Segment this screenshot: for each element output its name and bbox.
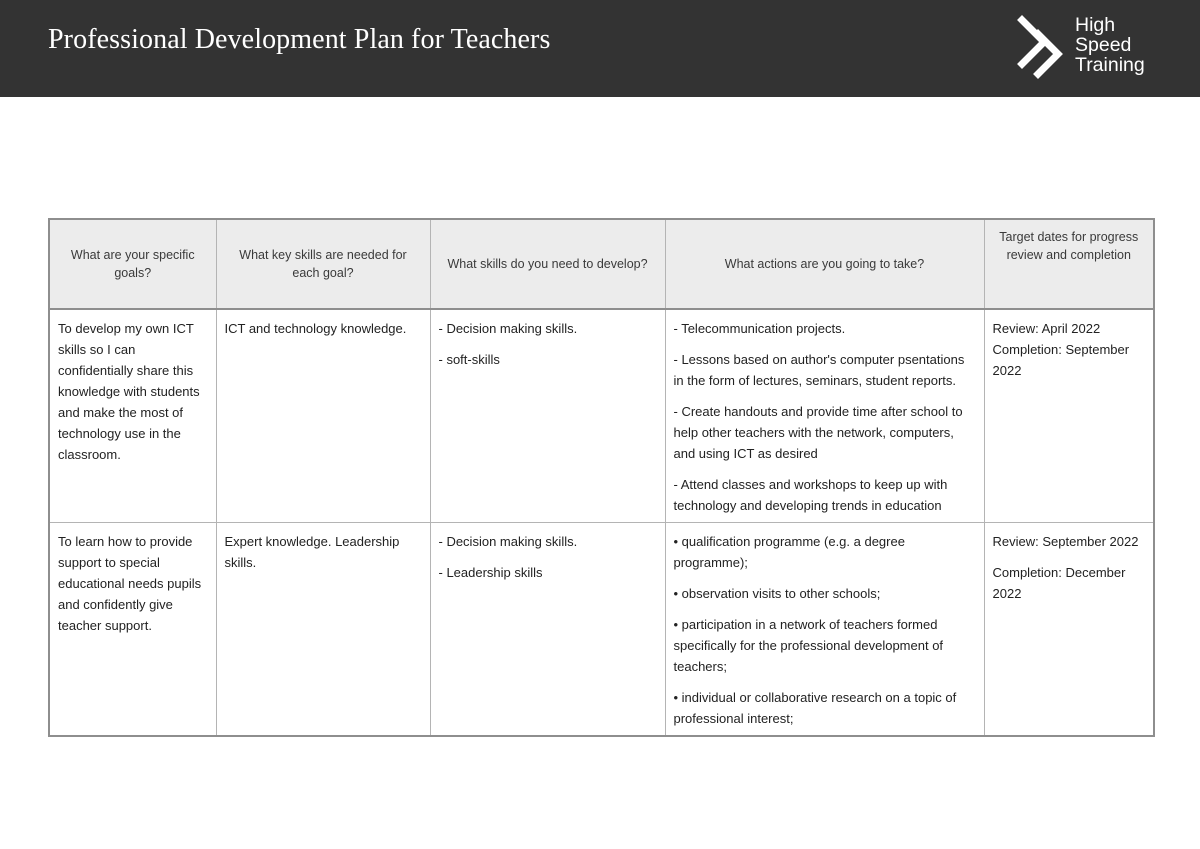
date-item: Review: September 2022 (992, 534, 1139, 549)
goal-cell: To develop my own ICT skills so I can confidentially share this knowledge with students and make the most of technology use in the classroom. (49, 309, 216, 523)
develop-cell (430, 309, 665, 523)
brand-name-line-3: Training (1075, 54, 1145, 76)
goal-cell: To learn how to provide support to special educational needs pupils and confidently give teacher support. (49, 523, 216, 737)
action-item: - Attend classes and workshops to keep up with technology and developing trends in education (673, 477, 948, 513)
date-item: Completion: December 2022 (992, 565, 1126, 601)
action-item: • individual or collaborative research on a topic of professional interest; (673, 690, 957, 726)
action-item: - Lessons based on author's computer psentations in the form of lectures, seminars, student reports. (673, 352, 965, 388)
column-header-skills-to-develop: What skills do you need to develop? (430, 219, 665, 309)
column-header-target-dates: Target dates for progress review and completion (984, 219, 1154, 309)
table-row (49, 523, 1154, 737)
brand-name-line-1: High (1075, 14, 1116, 36)
development-plan-table (48, 218, 1155, 737)
key-skills-cell: ICT and technology knowledge. (216, 309, 430, 523)
brand-name (1075, 15, 1145, 75)
table-row (49, 309, 1154, 523)
table-header-row (49, 219, 1154, 309)
develop-item: - Decision making skills. (438, 534, 578, 549)
dates-cell (984, 523, 1154, 737)
develop-item: - Leadership skills (438, 565, 543, 580)
action-item: - Create handouts and provide time after school to help other teachers with the network, computers, and using ICT as desired (673, 404, 963, 461)
chevron-double-logo-icon (1012, 12, 1072, 84)
page-title: Professional Development Plan for Teachers (48, 24, 551, 55)
action-item: • participation in a network of teachers formed specifically for the professional development of teachers; (673, 617, 944, 674)
date-item: Review: April 2022 Completion: September 2022 (992, 321, 1130, 378)
develop-cell (430, 523, 665, 737)
dates-cell (984, 309, 1154, 523)
brand-logo (1012, 12, 1162, 84)
key-skills-cell: Expert knowledge. Leadership skills. (216, 523, 430, 737)
page-header (0, 0, 1200, 97)
action-item: • observation visits to other schools; (673, 586, 881, 601)
actions-cell (665, 309, 984, 523)
actions-cell (665, 523, 984, 737)
action-item: - Telecommunication projects. (673, 321, 846, 336)
action-item: • qualification programme (e.g. a degree programme); (673, 534, 905, 570)
column-header-goals: What are your specific goals? (49, 219, 216, 309)
develop-item: - soft-skills (438, 352, 500, 367)
brand-name-line-2: Speed (1075, 34, 1132, 56)
column-header-key-skills: What key skills are needed for each goal? (216, 219, 430, 309)
column-header-actions: What actions are you going to take? (665, 219, 984, 309)
develop-item: - Decision making skills. (438, 321, 578, 336)
